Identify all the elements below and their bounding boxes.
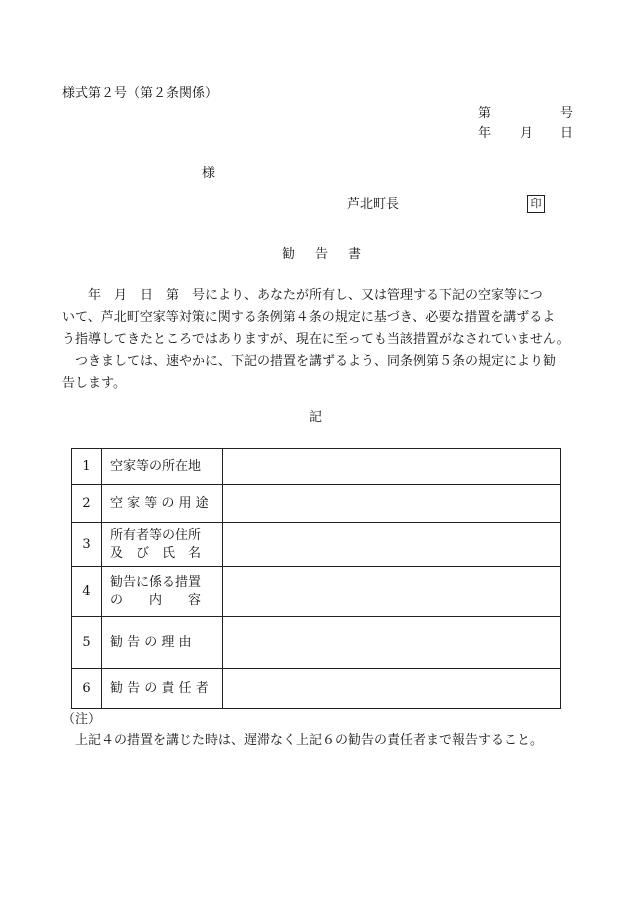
date-day: 日: [560, 126, 574, 141]
row-number: 2: [72, 485, 102, 523]
title-char-3: 書: [348, 247, 362, 262]
body-line: いて、芦北町空家等対策に関する条例第４条の規定に基づき、必要な措置を講ずるよ: [62, 310, 556, 325]
row-item-line2: 及 び 氏 名: [110, 545, 202, 561]
row-value: [223, 669, 561, 709]
row-value: [223, 567, 561, 617]
table-row: [72, 669, 561, 709]
row-item-line2: の 内 容: [110, 592, 202, 608]
row-item-line1: 所有者等の住所: [110, 527, 202, 543]
row-item: [102, 567, 223, 617]
body-line: 年 月 日 第 号により、あなたが所有し、又は管理する下記の空家等につ: [62, 288, 543, 303]
row-number: 3: [72, 523, 102, 567]
document-title: [282, 248, 361, 261]
row-item-line1: 空家等の所在地: [110, 458, 202, 474]
row-number: 4: [72, 567, 102, 617]
recommendation-table: [71, 448, 561, 709]
body-paragraph-2: [62, 351, 582, 395]
ki-heading: 記: [309, 410, 323, 425]
row-number: 1: [72, 449, 102, 485]
title-char-2: 告: [315, 247, 329, 262]
body-paragraph-1: [62, 285, 582, 351]
row-item-line1: 勧 告 の 責 任 者: [110, 680, 209, 696]
note-text: 上記４の措置を講じた時は、遅滞なく上記６の勧告の責任者まで報告すること。: [75, 733, 544, 748]
table-row: [72, 567, 561, 617]
row-item: [102, 485, 223, 523]
addressee-honorific: 様: [202, 166, 216, 181]
row-value: [223, 617, 561, 669]
row-item: [102, 449, 223, 485]
table-row: [72, 617, 561, 669]
body-line: う指導してきたところではありますが、現在に至っても当該措置がなされていません。: [62, 332, 570, 347]
row-item-line1: 勧 告 の 理 由: [110, 634, 192, 650]
note-label: （注）: [62, 712, 102, 727]
date-month: 月: [520, 126, 534, 141]
table-row: [72, 449, 561, 485]
document-number-suffix: 号: [560, 106, 574, 121]
table-row: [72, 523, 561, 567]
row-item: [102, 523, 223, 567]
date-year: 年: [478, 126, 492, 141]
document-number-prefix: 第: [478, 106, 492, 121]
sender-title: 芦北町長: [347, 197, 400, 212]
row-item-line1: 空 家 等 の 用 途: [110, 495, 209, 511]
table-row: [72, 485, 561, 523]
row-value: [223, 485, 561, 523]
form-label: 様式第２号（第２条関係）: [62, 86, 219, 101]
row-value: [223, 449, 561, 485]
body-line: つきましては、速やかに、下記の措置を講ずるよう、同条例第５条の規定により勧: [62, 354, 557, 369]
row-value: [223, 523, 561, 567]
title-char-1: 勧: [282, 247, 296, 262]
row-number: 5: [72, 617, 102, 669]
body-line: 告します。: [62, 376, 126, 391]
row-item-line1: 勧告に係る措置: [110, 574, 202, 590]
row-item: [102, 669, 223, 709]
row-item: [102, 617, 223, 669]
seal-stamp: 印: [527, 195, 545, 213]
row-number: 6: [72, 669, 102, 709]
